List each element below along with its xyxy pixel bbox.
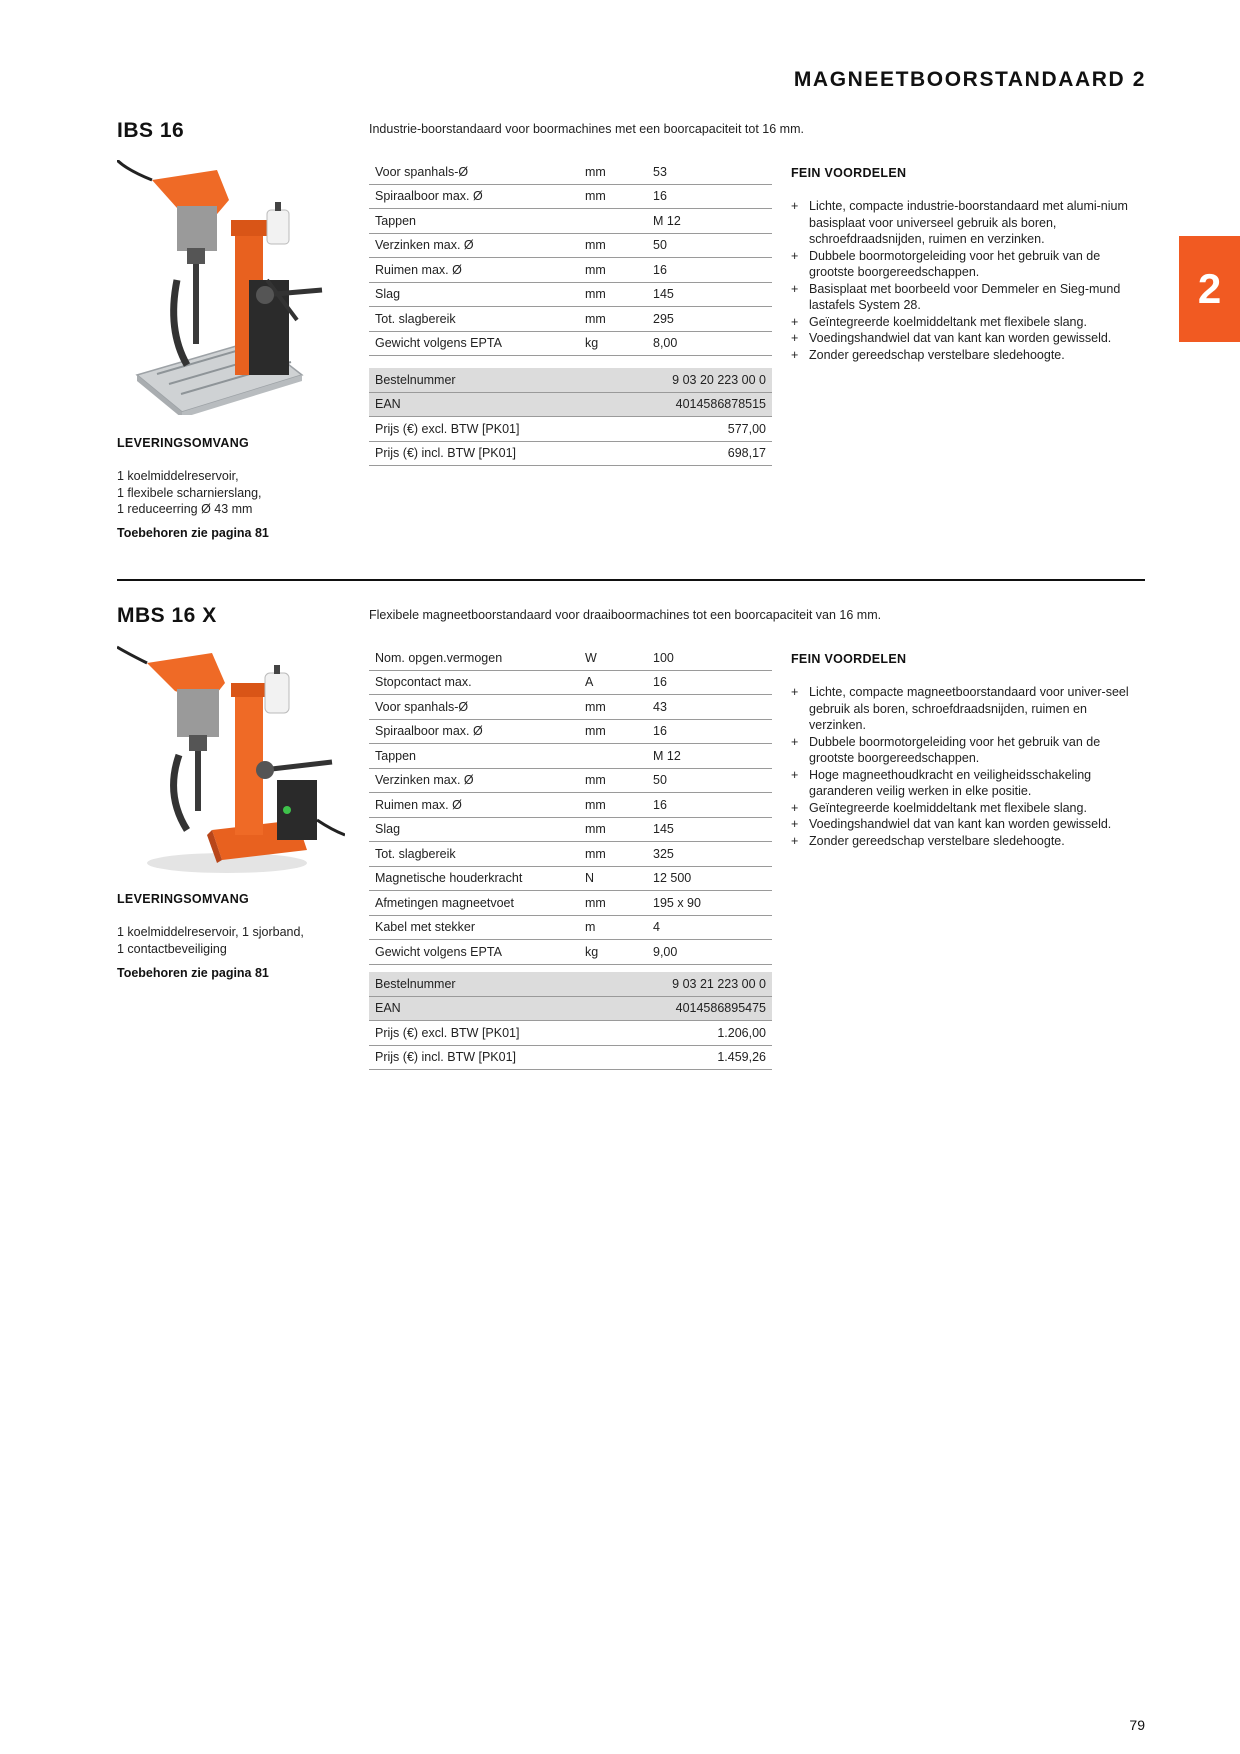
table-row: Verzinken max. Ø mm 50 <box>369 768 772 793</box>
advantages-list <box>791 684 1146 849</box>
list-item: + Geïntegreerde koelmiddeltank met flexibele slang. <box>791 314 1087 329</box>
magnetic-drill-stand-illustration <box>117 645 345 875</box>
table-row: Prijs (€) incl. BTW [PK01] 698,17 <box>369 441 772 466</box>
table-row: Tappen M 12 <box>369 744 772 769</box>
order-table <box>369 972 772 1070</box>
delivery-line: 1 koelmiddelreservoir, 1 sjorband, <box>117 925 304 939</box>
list-item: + Zonder gereedschap verstelbare sledehoogte. <box>791 833 1065 848</box>
table-row: Verzinken max. Ø mm 50 <box>369 233 772 258</box>
table-row: EAN 4014586878515 <box>369 392 772 417</box>
table-row: Spiraalboor max. Ø mm 16 <box>369 184 772 209</box>
table-row: Magnetische houderkracht N 12 500 <box>369 866 772 891</box>
advantages-heading: FEIN VOORDELEN <box>791 166 907 180</box>
product-image <box>117 645 345 880</box>
delivery-content <box>117 924 304 957</box>
plus-icon: + <box>791 248 799 263</box>
plus-icon: + <box>791 281 799 296</box>
list-item: + Lichte, compacte industrie-boorstandaard met alumi-nium basisplaat voor universeel gebruik als boren, schroefdraadsnijden, ruimen en verzinken. <box>791 199 1128 246</box>
table-row: Gewicht volgens EPTA kg 9,00 <box>369 940 772 965</box>
plus-icon: + <box>791 817 799 831</box>
section-title: MAGNEETBOORSTANDAARD 2 <box>793 68 1146 91</box>
delivery-heading: LEVERINGSOMVANG <box>117 892 250 906</box>
table-row: Bestelnummer 9 03 21 223 00 0 <box>369 972 772 996</box>
delivery-content <box>117 468 262 518</box>
list-item: + Basisplaat met boorbeeld voor Demmeler en Sieg-mund lastafels System 28. <box>791 281 1121 312</box>
accessories-link[interactable]: Toebehoren zie pagina 81 <box>117 526 269 540</box>
list-item: + Hoge magneethoudkracht en veiligheidsschakeling garanderen veilig werken in elke positie. <box>791 767 1092 798</box>
table-row: Tot. slagbereik mm 295 <box>369 307 772 332</box>
plus-icon: + <box>791 833 799 848</box>
plus-icon: + <box>791 767 799 782</box>
advantages-list <box>791 198 1146 363</box>
table-row: Ruimen max. Ø mm 16 <box>369 258 772 283</box>
plus-icon: + <box>791 347 799 362</box>
table-row: Slag mm 145 <box>369 817 772 842</box>
table-row: Nom. opgen.vermogen W 100 <box>369 646 772 670</box>
table-row: Ruimen max. Ø mm 16 <box>369 793 772 818</box>
plus-icon: + <box>791 331 799 345</box>
delivery-line: 1 koelmiddelreservoir, <box>117 469 239 483</box>
product-intro: Industrie-boorstandaard voor boormachines met een boorcapaciteit tot 16 mm. <box>369 122 804 136</box>
plus-icon: + <box>791 314 799 329</box>
table-row: Voor spanhals-Ø mm 53 <box>369 160 772 184</box>
table-row: Afmetingen magneetvoet mm 195 x 90 <box>369 891 772 916</box>
list-item: + Zonder gereedschap verstelbare sledehoogte. <box>791 347 1065 362</box>
order-table <box>369 368 772 466</box>
plus-icon: + <box>791 685 799 699</box>
table-row: Tot. slagbereik mm 325 <box>369 842 772 867</box>
product-image <box>117 160 345 420</box>
spec-table <box>369 646 772 965</box>
spec-table <box>369 160 772 356</box>
table-row: Prijs (€) incl. BTW [PK01] 1.459,26 <box>369 1045 772 1070</box>
list-item: + Dubbele boormotorgeleiding voor het gebruik van de grootste boorgereedschappen. <box>791 248 1101 279</box>
product-title: IBS 16 <box>117 119 185 142</box>
list-item: + Lichte, compacte magneetboorstandaard voor univer-seel gebruik als boren, schroefdraadsnijden, ruimen en verzinken. <box>791 685 1129 732</box>
table-row: Stopcontact max. A 16 <box>369 670 772 695</box>
list-item: + Voedingshandwiel dat van kant kan worden gewisseld. <box>791 331 1112 345</box>
drill-stand-illustration <box>117 160 345 415</box>
delivery-heading: LEVERINGSOMVANG <box>117 436 250 450</box>
table-row: Prijs (€) excl. BTW [PK01] 577,00 <box>369 417 772 442</box>
accessories-link[interactable]: Toebehoren zie pagina 81 <box>117 966 269 980</box>
product-title: MBS 16 X <box>117 604 217 627</box>
table-row: Voor spanhals-Ø mm 43 <box>369 695 772 720</box>
table-row: Spiraalboor max. Ø mm 16 <box>369 719 772 744</box>
plus-icon: + <box>791 734 799 749</box>
table-row: Bestelnummer 9 03 20 223 00 0 <box>369 368 772 392</box>
plus-icon: + <box>791 800 799 815</box>
advantages-heading: FEIN VOORDELEN <box>791 652 907 666</box>
list-item: + Dubbele boormotorgeleiding voor het gebruik van de grootste boorgereedschappen. <box>791 734 1101 765</box>
table-row: Prijs (€) excl. BTW [PK01] 1.206,00 <box>369 1021 772 1046</box>
delivery-line: 1 reduceerring Ø 43 mm <box>117 502 253 516</box>
list-item: + Geïntegreerde koelmiddeltank met flexibele slang. <box>791 800 1087 815</box>
table-row: Gewicht volgens EPTA kg 8,00 <box>369 331 772 356</box>
table-row: EAN 4014586895475 <box>369 996 772 1021</box>
page-number: 79 <box>1129 1717 1145 1733</box>
chapter-tab[interactable]: 2 <box>1179 236 1240 342</box>
table-row: Tappen M 12 <box>369 209 772 234</box>
delivery-line: 1 flexibele scharnierslang, <box>117 485 262 500</box>
delivery-line: 1 contactbeveiliging <box>117 941 227 956</box>
product-intro: Flexibele magneetboorstandaard voor draaiboormachines tot een boorcapaciteit van 16 mm. <box>369 608 882 622</box>
list-item: + Voedingshandwiel dat van kant kan worden gewisseld. <box>791 817 1112 831</box>
table-row: Kabel met stekker m 4 <box>369 915 772 940</box>
table-row: Slag mm 145 <box>369 282 772 307</box>
section-divider <box>117 579 1145 581</box>
plus-icon: + <box>791 199 799 213</box>
